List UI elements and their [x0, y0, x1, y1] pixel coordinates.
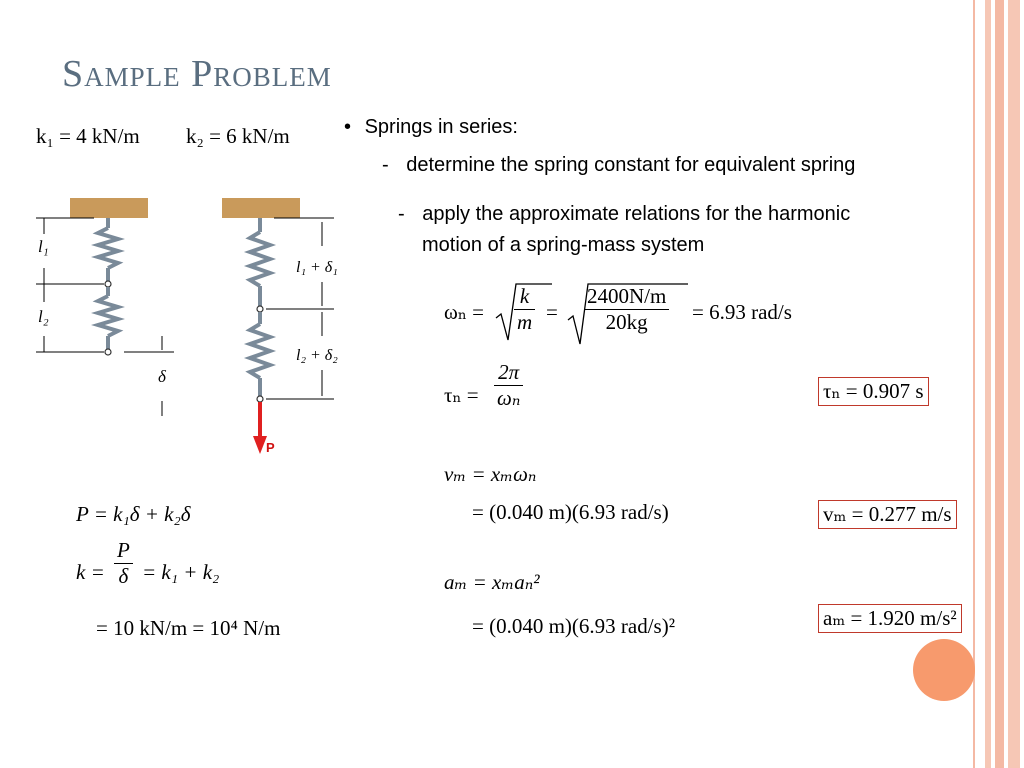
- eq-am-line1: aₘ = xₘaₙ²: [444, 570, 540, 594]
- sub-bullet-harmonic-line1: apply the approximate relations for the harmonic: [422, 203, 851, 225]
- left-spring-2: [98, 287, 118, 350]
- eq-k-lhs: k =: [76, 560, 105, 584]
- left-ceiling: [70, 198, 148, 218]
- force-arrow: [253, 402, 267, 454]
- result-tau: τₙ = 0.907 s: [818, 377, 929, 406]
- label-delta: δ: [158, 367, 166, 386]
- slide-title: Sample Problem: [62, 53, 332, 95]
- bullet-springs-in-series: Springs in series:: [364, 116, 518, 138]
- label-l2-delta2: l₂ + δ₂: [296, 347, 338, 364]
- frac-P: P: [114, 538, 133, 564]
- label-P: P: [266, 440, 275, 455]
- eq-force-balance: P = k₁δ + k₂δ: [76, 502, 191, 526]
- label-l1: l₁: [38, 237, 49, 256]
- sub-bullet-dash-1: -: [382, 154, 389, 176]
- eq-k-value: = 10 kN/m = 10⁴ N/m: [96, 616, 281, 640]
- frac-delta: δ: [118, 564, 129, 588]
- eq-vm-line2: = (0.040 m)(6.93 rad/s): [472, 500, 669, 524]
- result-vm: vₘ = 0.277 m/s: [818, 500, 957, 529]
- frac-k: k: [514, 284, 535, 310]
- eq-omega-lhs: ωₙ =: [444, 300, 485, 324]
- eq-k-rhs: = k₁ + k₂: [142, 560, 220, 584]
- sub-bullet-dash-2: -: [398, 203, 405, 225]
- frac-P-over-delta: [114, 538, 133, 589]
- given-k2: k₂ = 6 kN/m: [186, 124, 290, 148]
- eq-tau-lhs: τₙ =: [444, 383, 479, 407]
- accent-circle: [913, 639, 975, 701]
- frac-k-over-m: [514, 284, 535, 335]
- frac-m: m: [517, 310, 533, 334]
- sub-bullet-harmonic-line2: motion of a spring-mass system: [422, 234, 705, 256]
- eq-omega-result: = 6.93 rad/s: [692, 300, 792, 324]
- frac-20kg: 20kg: [605, 310, 648, 334]
- frac-omega-n: ωₙ: [497, 386, 521, 410]
- right-spring-1: [250, 218, 270, 306]
- label-l2: l₂: [38, 307, 49, 326]
- right-spring-2: [250, 312, 270, 396]
- sub-bullet-equivalent-spring: determine the spring constant for equivalent spring: [406, 154, 856, 176]
- eq-vm-line1: vₘ = xₘωₙ: [444, 462, 537, 486]
- frac-2400: 2400N/m: [584, 284, 669, 310]
- springs-diagram: [34, 190, 364, 465]
- frac-2pi-over-omega: [494, 360, 523, 411]
- label-l1-delta1: l₁ + δ₁: [296, 259, 338, 276]
- right-dimensions: [124, 218, 334, 416]
- given-k1: k₁ = 4 kN/m: [36, 124, 140, 148]
- frac-numeric: [584, 284, 669, 335]
- eq-am-line2: = (0.040 m)(6.93 rad/s)²: [472, 614, 676, 638]
- bullet-dot: •: [344, 116, 352, 138]
- result-am: aₘ = 1.920 m/s²: [818, 604, 962, 633]
- frac-2pi: 2π: [494, 360, 523, 386]
- left-spring-1: [98, 218, 118, 282]
- eq-omega-equals: =: [546, 300, 558, 324]
- right-ceiling: [222, 198, 300, 218]
